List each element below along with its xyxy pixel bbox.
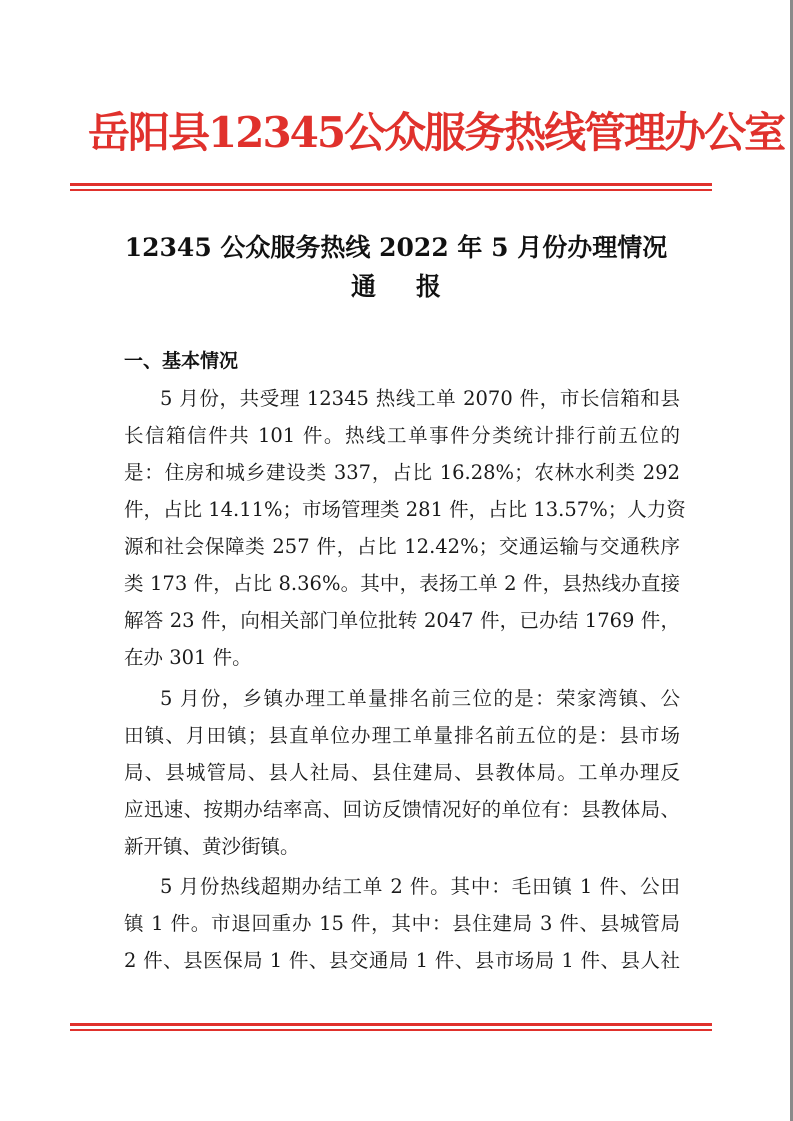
divider-thick-line <box>70 1023 712 1026</box>
footer-divider <box>70 1023 712 1031</box>
paragraph-line: 长信箱信件共 101 件。热线工单事件分类统计排行前五位的 <box>124 424 680 447</box>
paragraph-line: 局、县城管局、县人社局、县住建局、县教体局。工单办理反 <box>124 761 680 784</box>
paragraph-line: 应迅速、按期办结率高、回访反馈情况好的单位有：县教体局、 <box>124 798 680 821</box>
paragraph-line: 镇 1 件。市退回重办 15 件，其中：县住建局 3 件、县城管局 <box>124 912 680 935</box>
section-heading-basic-situation: 一、基本情况 <box>124 350 239 372</box>
divider-thin-line <box>70 1029 712 1031</box>
paragraph-line: 是：住房和城乡建设类 337，占比 16.28%；农林水利类 292 <box>124 461 680 484</box>
letterhead-divider <box>70 183 712 191</box>
paragraph-line: 在办 301 件。 <box>124 646 252 669</box>
divider-thin-line <box>70 189 712 191</box>
paragraph-line: 件，占比 14.11%；市场管理类 281 件，占比 13.57%；人力资 <box>124 498 686 521</box>
paragraph-line: 解答 23 件，向相关部门单位批转 2047 件，已办结 1769 件， <box>124 609 680 632</box>
paragraph-line: 新开镇、黄沙街镇。 <box>124 835 300 858</box>
paragraph-line: 5 月份热线超期办结工单 2 件。其中：毛田镇 1 件、公田 <box>160 875 680 898</box>
paragraph-line: 田镇、月田镇；县直单位办理工单量排名前五位的是：县市场 <box>124 724 680 747</box>
divider-thick-line <box>70 183 712 186</box>
paragraph-line: 2 件、县医保局 1 件、县交通局 1 件、县市场局 1 件、县人社 <box>124 949 680 972</box>
paragraph-line: 5 月份，乡镇办理工单量排名前三位的是：荣家湾镇、公 <box>160 687 680 710</box>
document-title: 12345 公众服务热线 2022 年 5 月份办理情况 <box>124 233 668 262</box>
paragraph-line: 源和社会保障类 257 件，占比 12.42%；交通运输与交通秩序 <box>124 535 680 558</box>
paragraph-line: 类 173 件，占比 8.36%。其中，表扬工单 2 件，县热线办直接 <box>124 572 680 595</box>
letterhead-title: 岳阳县12345公众服务热线管理办公室 <box>88 108 785 157</box>
document-title-subtitle: 通报 <box>350 272 481 301</box>
paragraph-line: 5 月份，共受理 12345 热线工单 2070 件，市长信箱和县 <box>160 387 680 410</box>
